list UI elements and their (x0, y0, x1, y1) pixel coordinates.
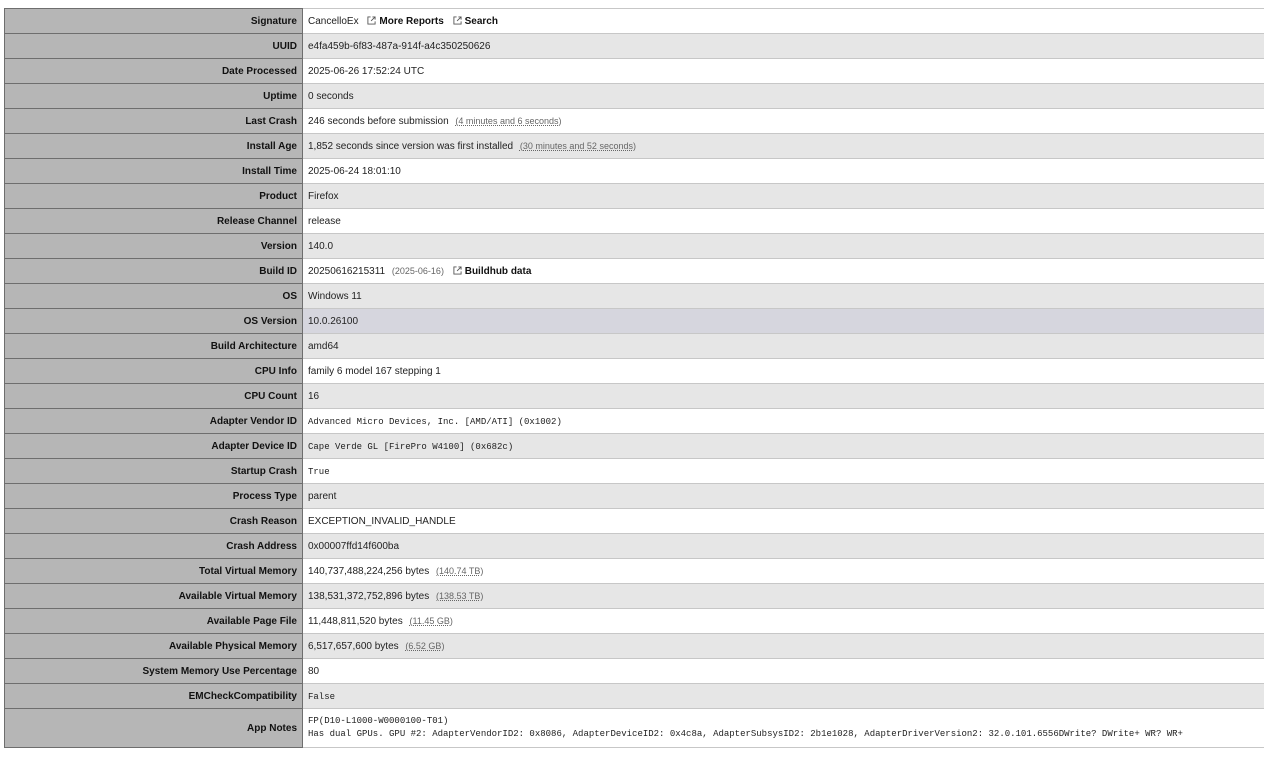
value-install-age-cell (303, 134, 1264, 159)
external-link-icon (453, 16, 462, 25)
available-physical-memory-hint: (6.52 GB) (405, 640, 445, 651)
label-crash-reason: Crash Reason (5, 509, 303, 534)
value-signature: CancelloEx (308, 15, 359, 27)
value-cpu-count: 16 (303, 384, 1264, 409)
value-date-processed: 2025-06-26 17:52:24 UTC (303, 59, 1264, 84)
row-emcheck-compatibility (5, 684, 1264, 709)
label-available-page-file: Available Page File (5, 609, 303, 634)
value-last-crash-cell (303, 109, 1264, 134)
label-process-type: Process Type (5, 484, 303, 509)
value-crash-reason: EXCEPTION_INVALID_HANDLE (303, 509, 1264, 534)
row-product (5, 184, 1264, 209)
value-available-physical-memory: 6,517,657,600 bytes (308, 640, 399, 652)
value-build-architecture: amd64 (303, 334, 1264, 359)
row-build-id (5, 259, 1264, 284)
value-startup-crash-cell (303, 459, 1264, 484)
crash-details-table (4, 8, 1264, 748)
row-install-age (5, 134, 1264, 159)
label-version: Version (5, 234, 303, 259)
value-signature-cell (303, 9, 1264, 34)
row-startup-crash (5, 459, 1264, 484)
row-available-virtual-memory (5, 584, 1264, 609)
label-date-processed: Date Processed (5, 59, 303, 84)
label-cpu-count: CPU Count (5, 384, 303, 409)
value-os: Windows 11 (303, 284, 1264, 309)
label-os: OS (5, 284, 303, 309)
last-crash-duration-hint: (4 minutes and 6 seconds) (455, 115, 562, 126)
buildhub-data-link[interactable] (453, 266, 532, 277)
value-adapter-device-id: Cape Verde GL [FirePro W4100] (0x682c) (308, 441, 514, 452)
label-crash-address: Crash Address (5, 534, 303, 559)
total-virtual-memory-hint: (140.74 TB) (436, 565, 484, 576)
row-uptime (5, 84, 1264, 109)
more-reports-label: More Reports (379, 15, 444, 27)
available-page-file-hint: (11.45 GB) (409, 615, 453, 626)
value-emcheck-cell (303, 684, 1264, 709)
label-product: Product (5, 184, 303, 209)
row-available-physical-memory (5, 634, 1264, 659)
row-available-page-file (5, 609, 1264, 634)
label-last-crash: Last Crash (5, 109, 303, 134)
value-uptime: 0 seconds (303, 84, 1264, 109)
label-release-channel: Release Channel (5, 209, 303, 234)
more-reports-link[interactable] (367, 16, 446, 27)
value-available-page-file-cell (303, 609, 1264, 634)
app-notes-line-1: FP(D10-L1000-W0000100-T01) (308, 716, 449, 726)
value-os-version: 10.0.26100 (303, 309, 1264, 334)
row-adapter-device-id (5, 434, 1264, 459)
label-adapter-device-id: Adapter Device ID (5, 434, 303, 459)
row-uuid (5, 34, 1264, 59)
row-cpu-count (5, 384, 1264, 409)
row-signature (5, 9, 1264, 34)
search-label: Search (464, 15, 498, 27)
install-age-duration-hint: (30 minutes and 52 seconds) (519, 140, 636, 151)
row-crash-address (5, 534, 1264, 559)
row-release-channel (5, 209, 1264, 234)
value-app-notes-cell (303, 709, 1264, 748)
value-process-type: parent (303, 484, 1264, 509)
value-install-age: 1,852 seconds since version was first installed (308, 140, 514, 152)
value-install-time: 2025-06-24 18:01:10 (303, 159, 1264, 184)
value-build-id: 20250616215311 (308, 265, 386, 277)
external-link-icon (367, 16, 376, 25)
value-product: Firefox (303, 184, 1264, 209)
value-startup-crash: True (308, 466, 330, 477)
value-available-physical-memory-cell (303, 634, 1264, 659)
value-crash-address: 0x00007ffd14f600ba (303, 534, 1264, 559)
label-startup-crash: Startup Crash (5, 459, 303, 484)
label-install-time: Install Time (5, 159, 303, 184)
value-available-page-file: 11,448,811,520 bytes (308, 615, 403, 627)
row-crash-reason (5, 509, 1264, 534)
row-app-notes (5, 709, 1264, 748)
label-install-age: Install Age (5, 134, 303, 159)
value-total-virtual-memory-cell (303, 559, 1264, 584)
row-system-memory-use (5, 659, 1264, 684)
label-signature: Signature (5, 9, 303, 34)
label-available-physical-memory: Available Physical Memory (5, 634, 303, 659)
value-release-channel: release (303, 209, 1264, 234)
label-uptime: Uptime (5, 84, 303, 109)
label-available-virtual-memory: Available Virtual Memory (5, 584, 303, 609)
label-cpu-info: CPU Info (5, 359, 303, 384)
value-version: 140.0 (303, 234, 1264, 259)
row-os (5, 284, 1264, 309)
search-link[interactable] (453, 16, 498, 27)
label-os-version: OS Version (5, 309, 303, 334)
row-last-crash (5, 109, 1264, 134)
available-virtual-memory-hint: (138.53 TB) (436, 590, 484, 601)
row-date-processed (5, 59, 1264, 84)
buildhub-data-label: Buildhub data (464, 265, 532, 277)
row-adapter-vendor-id (5, 409, 1264, 434)
value-last-crash: 246 seconds before submission (308, 115, 449, 127)
build-date-hint: (2025-06-16) (391, 265, 444, 276)
value-build-id-cell (303, 259, 1264, 284)
row-os-version (5, 309, 1264, 334)
label-adapter-vendor-id: Adapter Vendor ID (5, 409, 303, 434)
row-total-virtual-memory (5, 559, 1264, 584)
value-adapter-device-cell (303, 434, 1264, 459)
label-app-notes: App Notes (5, 709, 303, 748)
app-notes-line-2: Has dual GPUs. GPU #2: AdapterVendorID2: 0x8086, AdapterDeviceID2: 0x4c8a, AdapterSubsysID2: 2b1e1028, AdapterDriverVersion2: 32.0.101.6556DWrite? DWrite+ WR? WR+ (308, 729, 1183, 739)
value-available-virtual-memory-cell (303, 584, 1264, 609)
value-emcheck-compatibility: False (308, 691, 336, 702)
label-build-architecture: Build Architecture (5, 334, 303, 359)
external-link-icon (453, 266, 462, 275)
value-uuid: e4fa459b-6f83-487a-914f-a4c350250626 (303, 34, 1264, 59)
label-uuid: UUID (5, 34, 303, 59)
value-available-virtual-memory: 138,531,372,752,896 bytes (308, 590, 430, 602)
label-total-virtual-memory: Total Virtual Memory (5, 559, 303, 584)
row-build-architecture (5, 334, 1264, 359)
row-process-type (5, 484, 1264, 509)
row-version (5, 234, 1264, 259)
row-install-time (5, 159, 1264, 184)
label-build-id: Build ID (5, 259, 303, 284)
value-adapter-vendor-id: Advanced Micro Devices, Inc. [AMD/ATI] (0x1002) (308, 416, 562, 427)
value-adapter-vendor-cell (303, 409, 1264, 434)
value-system-memory-use: 80 (303, 659, 1264, 684)
label-system-memory-use: System Memory Use Percentage (5, 659, 303, 684)
value-total-virtual-memory: 140,737,488,224,256 bytes (308, 565, 430, 577)
value-cpu-info: family 6 model 167 stepping 1 (303, 359, 1264, 384)
row-cpu-info (5, 359, 1264, 384)
label-emcheck-compatibility: EMCheckCompatibility (5, 684, 303, 709)
